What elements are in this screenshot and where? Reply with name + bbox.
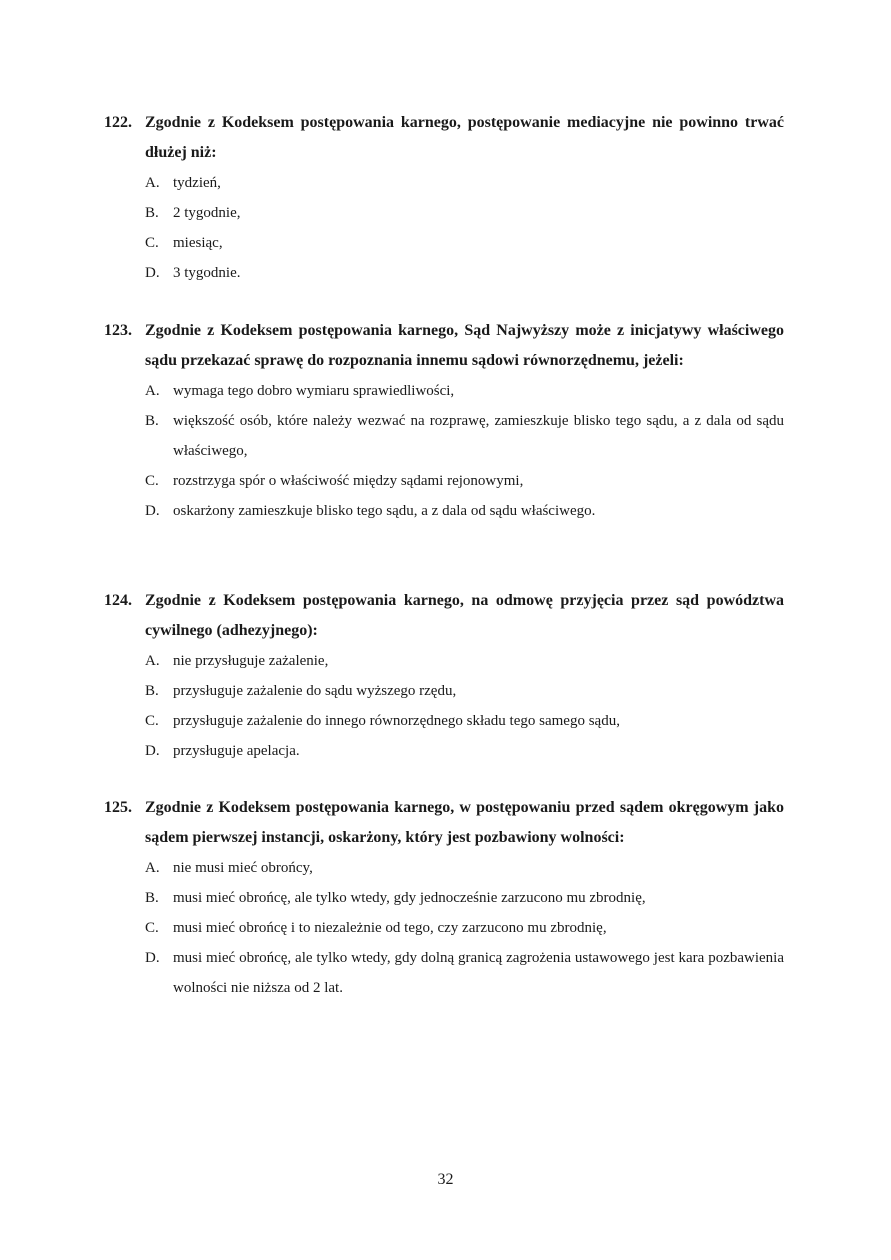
answer-option <box>145 376 784 406</box>
question-text: Zgodnie z Kodeksem postępowania karnego, postępowanie mediacyjne nie powinno trwać dłużej niż: <box>145 114 784 161</box>
answer-letter: D. <box>145 503 160 519</box>
answer-option <box>145 706 784 736</box>
answer-text: musi mieć obrońcę, ale tylko wtedy, gdy jednocześnie zarzucono mu zbrodnię, <box>173 890 646 906</box>
answer-letter: A. <box>145 653 160 669</box>
answer-text: rozstrzyga spór o właściwość między sądami rejonowymi, <box>173 473 524 489</box>
question-number: 125. <box>104 799 132 816</box>
answer-letter: A. <box>145 383 160 399</box>
question-number: 122. <box>104 114 132 131</box>
answer-text: 2 tygodnie, <box>173 205 241 221</box>
answer-letter: B. <box>145 413 159 429</box>
answer-list <box>104 376 784 526</box>
answer-letter: D. <box>145 950 160 966</box>
question-text: Zgodnie z Kodeksem postępowania karnego, Sąd Najwyższy może z inicjatywy właściwego sądu przekazać sprawę do rozpoznania innemu sądowi równorzędnemu, jeżeli: <box>145 322 784 369</box>
answer-letter: C. <box>145 920 159 936</box>
answer-text: nie musi mieć obrońcy, <box>173 860 313 876</box>
answer-letter: B. <box>145 205 159 221</box>
answer-list <box>104 646 784 766</box>
answer-letter: B. <box>145 890 159 906</box>
answer-text: musi mieć obrońcę i to niezależnie od tego, czy zarzucono mu zbrodnię, <box>173 920 607 936</box>
answer-text: miesiąc, <box>173 235 223 251</box>
answer-option <box>145 466 784 496</box>
answer-option <box>145 228 784 258</box>
answer-text: wymaga tego dobro wymiaru sprawiedliwości, <box>173 383 455 399</box>
answer-list <box>104 853 784 1003</box>
answer-letter: C. <box>145 713 159 729</box>
page-number: 32 <box>437 1171 454 1188</box>
question-122 <box>104 108 784 288</box>
answer-list <box>104 168 784 288</box>
answer-text: musi mieć obrońcę, ale tylko wtedy, gdy dolną granicą zagrożenia ustawowego jest kara pozbawienia wolności nie niższa od 2 lat. <box>173 950 784 996</box>
question-header <box>104 316 784 376</box>
answer-text: nie przysługuje zażalenie, <box>173 653 329 669</box>
question-number: 123. <box>104 322 132 339</box>
answer-text: przysługuje zażalenie do innego równorzędnego składu tego samego sądu, <box>173 713 620 729</box>
answer-letter: D. <box>145 743 160 759</box>
answer-text: oskarżony zamieszkuje blisko tego sądu, a z dala od sądu właściwego. <box>173 503 596 519</box>
question-124 <box>104 586 784 766</box>
answer-option <box>145 913 784 943</box>
question-header <box>104 793 784 853</box>
answer-option <box>145 496 784 526</box>
answer-text: tydzień, <box>173 175 221 191</box>
question-header <box>104 586 784 646</box>
answer-text: większość osób, które należy wezwać na rozprawę, zamieszkuje blisko tego sądu, a z dala od sądu właściwego, <box>173 413 784 459</box>
answer-letter: B. <box>145 683 159 699</box>
question-number: 124. <box>104 592 132 609</box>
answer-letter: A. <box>145 175 160 191</box>
answer-letter: D. <box>145 265 160 281</box>
answer-text: 3 tygodnie. <box>173 265 241 281</box>
question-125 <box>104 793 784 1003</box>
answer-option <box>145 943 784 1003</box>
answer-text: przysługuje apelacja. <box>173 743 300 759</box>
answer-option <box>145 168 784 198</box>
answer-option <box>145 883 784 913</box>
answer-option <box>145 198 784 228</box>
answer-option <box>145 646 784 676</box>
question-header <box>104 108 784 168</box>
answer-option <box>145 853 784 883</box>
answer-option <box>145 258 784 288</box>
answer-option <box>145 406 784 466</box>
answer-letter: C. <box>145 473 159 489</box>
question-text: Zgodnie z Kodeksem postępowania karnego, w postępowaniu przed sądem okręgowym jako sądem pierwszej instancji, oskarżony, który jest pozbawiony wolności: <box>145 799 784 846</box>
answer-text: przysługuje zażalenie do sądu wyższego rzędu, <box>173 683 457 699</box>
answer-letter: A. <box>145 860 160 876</box>
answer-letter: C. <box>145 235 159 251</box>
question-123 <box>104 316 784 526</box>
answer-option <box>145 676 784 706</box>
answer-option <box>145 736 784 766</box>
question-text: Zgodnie z Kodeksem postępowania karnego, na odmowę przyjęcia przez sąd powództwa cywilnego (adhezyjnego): <box>145 592 784 639</box>
